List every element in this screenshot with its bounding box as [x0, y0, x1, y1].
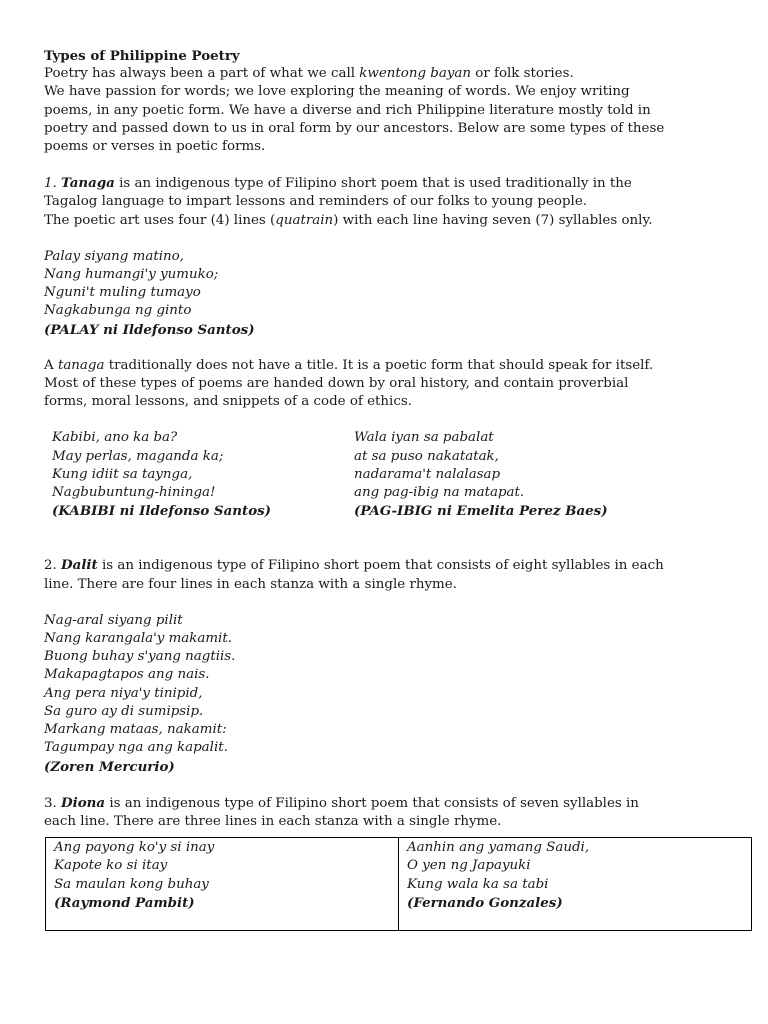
tanaga-section: 1. Tanaga is an indigenous type of Filipino short poem that is used traditionally in the Tagalog language to impart lessons and reminders of our folks to young people. The poetic art uses four (4) lines (quatrain) with each line having seven (7) syllables only. Palay siyang matino, Nang humangi'y yumuko; Nguni't muling tumayo Nagkabunga ng ginto (PALAY ni Ildefonso Santos) A tanaga traditionally does not have a title. It is a poetic form that should speak for itself. Most of these types of poems are handed down by oral history, and contain proverbial forms, moral lessons, and snippets of a code of ethics. Kabibi, ano ka ba? May perlas, maganda ka; Kung idiit sa taynga, Nagbubuntung-hininga! (KABIBI ni Ildefonso Santos) Wala iyan sa pabalat at sa puso nakatatak, nadarama't nalalasap ang pag-ibig na matapat. (PAG-IBIG ni Emelita Perez Baes): [44, 174, 734, 520]
poem-line: nadarama't nalalasap: [354, 466, 501, 482]
tanaga-definition: 1. Tanaga is an indigenous type of Filipino short poem that is used traditionally in the: [44, 175, 632, 192]
poem-line: Wala iyan sa pabalat: [354, 430, 494, 446]
poem-line: Kabibi, ano ka ba?: [52, 430, 178, 446]
diona-definition: 3. Diona is an indigenous type of Filipino short poem that consists of seven syllables in: [44, 794, 639, 811]
poem-palay: [44, 248, 734, 339]
poem-line: Ang pera niya'y tinipid,: [44, 685, 203, 701]
poem-credit: (PAG-IBIG ni Emelita Perez Baes): [354, 503, 608, 520]
poem-line: May perlas, maganda ka;: [52, 448, 224, 464]
poem-line: Nagkabunga ng ginto: [44, 303, 192, 319]
poem-dalit: [44, 612, 734, 776]
poem-line: Makapagtapos ang nais.: [44, 667, 210, 683]
poem-line: at sa puso nakatatak,: [354, 448, 499, 464]
tanaga-examples: [44, 429, 734, 520]
poem-line: Kapote ko si itay: [54, 858, 168, 874]
poem-diona-pambit: [46, 838, 399, 931]
poem-kabibi: [44, 429, 346, 520]
dalit-definition: 2. Dalit is an indigenous type of Filipino short poem that consists of eight syllables in each: [44, 557, 664, 574]
dalit-section: 2. Dalit is an indigenous type of Filipino short poem that consists of eight syllables in each line. There are four lines in each stanza with a single rhyme. Nag-aral siyang pilit Nang karangala'y makamit. Buong buhay s'yang nagtiis. Makapagtapos ang nais. Ang pera niya'y tinipid, Sa guro ay di sumipsip. Markang mataas, nakamit: Tagumpay nga ang kapalit. (Zoren Mercurio): [44, 556, 734, 775]
poem-line: Ang payong ko'y si inay: [54, 840, 215, 856]
poem-line: Nang karangala'y makamit.: [44, 631, 232, 647]
diona-section: 3. Diona is an indigenous type of Filipino short poem that consists of seven syllables in each line. There are three lines in each stanza with a single rhyme. Ang payong ko'y si inay Kapote ko si itay Sa maulan kong buhay (Raymond Pambit) Aanhin ang yamang Saudi, O yen ng Japayuki Kung wala ka sa tabi (Fernando Gonzales): [44, 794, 734, 931]
poem-line: Buong buhay s'yang nagtiis.: [44, 649, 236, 665]
poem-line: Kung idiit sa taynga,: [52, 466, 193, 482]
diona-examples-table: [45, 837, 752, 931]
poem-line: ang pag-ibig na matapat.: [354, 485, 525, 501]
poem-line: Kung wala ka sa tabi: [407, 876, 549, 892]
poem-line: Nag-aral siyang pilit: [44, 612, 183, 628]
poem-line: Palay siyang matino,: [44, 248, 184, 264]
poem-credit: (KABIBI ni Ildefonso Santos): [52, 503, 271, 520]
poem-line: Aanhin ang yamang Saudi,: [407, 840, 590, 856]
poem-line: Tagumpay nga ang kapalit.: [44, 740, 228, 756]
tanaga-description: A tanaga traditionally does not have a title. It is a poetic form that should speak for itself. Most of these types of poems are handed down by oral history, and contain proverbial forms, moral lessons, and snippets of a code of ethics.: [44, 357, 654, 410]
poem-line: O yen ng Japayuki: [407, 858, 531, 874]
poem-pag-ibig: [346, 429, 648, 520]
poem-credit: (Zoren Mercurio): [44, 758, 175, 775]
intro-paragraph: Poetry has always been a part of what we call kwentong bayan or folk stories. We have passion for words; we love exploring the meaning of words. We enjoy writing poems, in any poetic form. We have a diverse and rich Philippine literature mostly told in poetry and passed down to us in oral form by our ancestors. Below are some types of these poems or verses in poetic forms.: [44, 66, 665, 155]
poem-line: Sa guro ay di sumipsip.: [44, 703, 204, 719]
poem-line: Nang humangi'y yumuko;: [44, 267, 219, 283]
poem-diona-gonzales: [399, 838, 752, 931]
poem-line: Nguni't muling tumayo: [44, 285, 201, 301]
poem-line: Nagbubuntung-hininga!: [52, 485, 216, 501]
poem-credit: (Raymond Pambit): [54, 894, 195, 911]
poem-credit: (PALAY ni Ildefonso Santos): [44, 321, 255, 338]
poem-line: Markang mataas, nakamit:: [44, 722, 227, 738]
document-page: [44, 47, 734, 931]
document-title: Types of Philippine Poetry: [44, 48, 240, 64]
poem-credit: (Fernando Gonzales): [407, 894, 563, 911]
poem-line: Sa maulan kong buhay: [54, 876, 209, 892]
